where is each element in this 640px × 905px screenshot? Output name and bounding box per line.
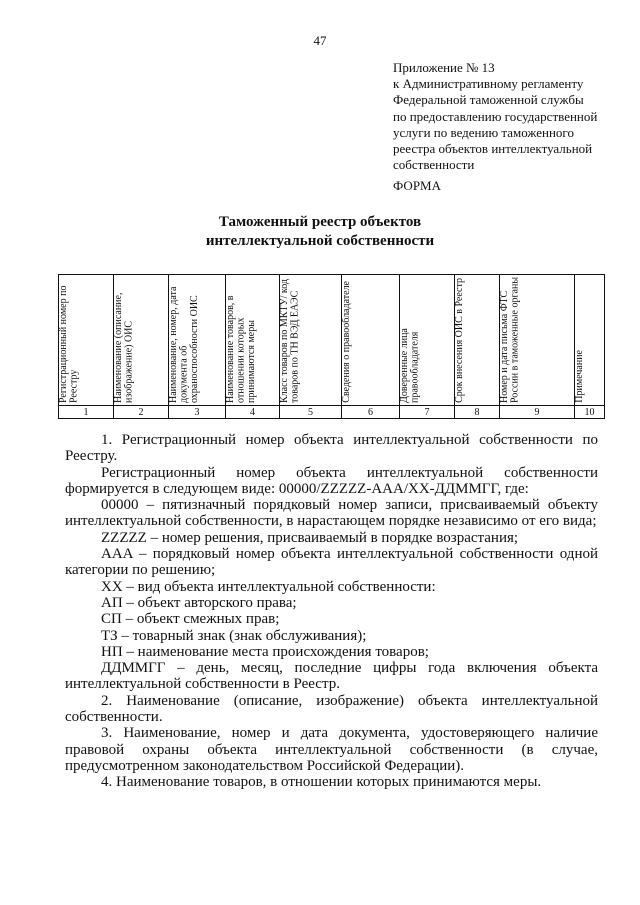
- body-paragraph: СП – объект смежных прав;: [101, 611, 280, 628]
- page-number: 47: [313, 33, 327, 48]
- body-paragraph: XX – вид объекта интеллектуальной собственности:: [101, 578, 436, 595]
- header-text: Наименование, номер, дата документа об охраноспособности ОИС: [168, 286, 200, 403]
- table-header-cell: [455, 275, 500, 406]
- body-paragraph: Регистрационный номер объекта интеллектуальной собственности формируется в следующем виде: 00000/ZZZZZ-AAA/XX-ДДММГГ, где:: [65, 464, 598, 497]
- header-text: Срок внесения ОИС в Реестр: [454, 278, 465, 403]
- appendix-line: реестра объектов интеллектуальной: [393, 141, 593, 157]
- table-header-cell: [400, 275, 455, 406]
- table-header-cell: [500, 275, 575, 406]
- table-header-cell: [342, 275, 400, 406]
- form-label: ФОРМА: [393, 178, 441, 193]
- table-header-cell: [575, 275, 605, 406]
- body-paragraph: 00000 – пятизначный порядковый номер записи, присваиваемый объекту интеллектуальной собственности, в нарастающем порядке независимо от его вида;: [65, 497, 598, 530]
- body-paragraph: 2. Наименование (описание, изображение) объекта интеллектуальной собственности.: [65, 692, 598, 726]
- appendix-header: [393, 60, 623, 173]
- table-header-cell: [226, 275, 280, 406]
- body-paragraph: AAA – порядковый номер объекта интеллектуальной собственности одной категории по решению;: [65, 546, 598, 579]
- title-line-2: интеллектуальной собственности: [205, 232, 435, 249]
- column-number: 10: [575, 406, 605, 419]
- registry-table: [58, 274, 605, 419]
- table-header-row: [59, 275, 605, 406]
- body-paragraph: 4. Наименование товаров, в отношении которых принимаются меры.: [101, 774, 542, 791]
- table-header-cell: [169, 275, 226, 406]
- column-number: 4: [226, 406, 280, 419]
- appendix-line: Приложение № 13: [393, 60, 495, 75]
- body-paragraph: ZZZZZ – номер решения, присваиваемый в порядке возрастания;: [101, 529, 519, 546]
- header-text: Регистрационный номер по Реестру: [58, 285, 80, 403]
- table-number-row: [59, 406, 605, 419]
- header-text: Примечание: [574, 350, 585, 403]
- column-number: 8: [455, 406, 500, 419]
- body-paragraph: ДДММГГ – день, месяц, последние цифры года включения объекта интеллектуальной собственности в Реестр.: [65, 660, 598, 693]
- table-header-cell: [114, 275, 169, 406]
- title-line-1: Таможенный реестр объектов: [218, 214, 422, 230]
- appendix-line: по предоставлению государственной: [393, 108, 598, 124]
- body-paragraph: ТЗ – товарный знак (знак обслуживания);: [101, 627, 367, 644]
- header-text: Класс товаров по МКТУ/ код товаров по ТН ВЭД ЕАЭС: [279, 279, 301, 403]
- column-number: 6: [342, 406, 400, 419]
- appendix-line: к Административному регламенту: [393, 76, 584, 92]
- document-body: [65, 432, 598, 791]
- body-paragraph: 3. Наименование, номер и дата документа, удостоверяющего наличие правовой охраны объекта интеллектуальной собственности (в случае, предусмотренном законодательством Российской Федерации).: [65, 725, 598, 774]
- table-header-cell: [59, 275, 114, 406]
- header-text: Сведения о правообладателе: [341, 281, 352, 403]
- header-text: Наименование (описание, изображение) ОИС: [113, 292, 135, 403]
- body-paragraph: НП – наименование места происхождения товаров;: [101, 643, 429, 660]
- table-header-cell: [280, 275, 342, 406]
- appendix-line: Федеральной таможенной службы: [393, 92, 584, 108]
- document-title: [0, 213, 640, 250]
- column-number: 7: [400, 406, 455, 419]
- body-paragraph: 1. Регистрационный номер объекта интеллектуальной собственности по Реестру.: [65, 432, 598, 465]
- appendix-line: собственности: [393, 157, 475, 173]
- header-text: Доверенные лица правообладателя: [399, 328, 421, 403]
- column-number: 3: [169, 406, 226, 419]
- column-number: 9: [500, 406, 575, 419]
- column-number: 2: [114, 406, 169, 419]
- body-paragraph: АП – объект авторского права;: [101, 594, 297, 611]
- appendix-line: услуги по ведению таможенного: [393, 124, 574, 140]
- column-number: 5: [280, 406, 342, 419]
- column-number: 1: [59, 406, 114, 419]
- header-text: Номер и дата письма ФТС России в таможенные органы: [499, 276, 521, 403]
- header-text: Наименование товаров, в отношении которых принимаются меры: [225, 295, 257, 403]
